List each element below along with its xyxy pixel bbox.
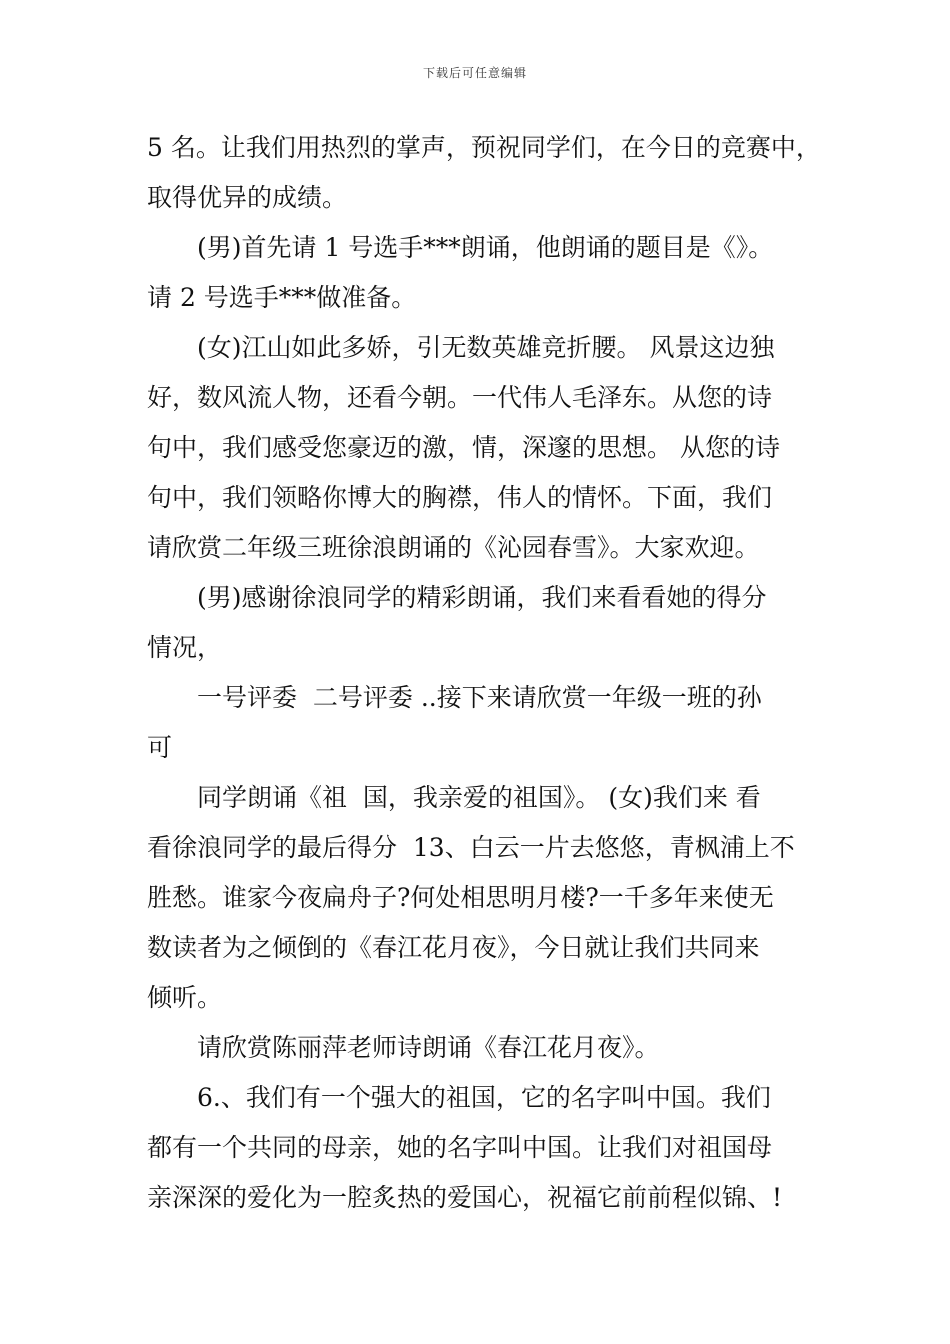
text-line: (男)首先请 1 号选手***朗诵，他朗诵的题目是《》。 <box>197 233 774 262</box>
text-line: 6.、我们有一个强大的祖国，它的名字叫中国。我们 <box>197 1083 771 1112</box>
text-line: 句中，我们感受您豪迈的激，情，深邃的思想。 从您的诗 <box>147 433 780 462</box>
text-line: (男)感谢徐浪同学的精彩朗诵，我们来看看她的得分 <box>197 583 767 612</box>
text-line: 取得优异的成绩。 <box>147 183 348 212</box>
text-line: 数读者为之倾倒的《春江花月夜》，今日就让我们共同来 <box>147 933 760 962</box>
text-line: 请 2 号选手***做准备。 <box>147 283 417 312</box>
text-line: 句中，我们领略你博大的胸襟，伟人的情怀。下面，我们 <box>147 483 773 512</box>
text-line: 都有一个共同的母亲，她的名字叫中国。让我们对祖国母 <box>147 1133 773 1162</box>
text-line: 请欣赏陈丽萍老师诗朗诵《春江花月夜》。 <box>197 1033 660 1062</box>
page-header: 下载后可任意编辑 <box>422 66 527 80</box>
text-line: 一号评委 二号评委 ..接下来请欣赏一年级一班的孙 <box>197 683 762 712</box>
text-line: 情况， <box>147 633 223 662</box>
text-line: 好，数风流人物，还看今朝。一代伟人毛泽东。从您的诗 <box>147 383 773 412</box>
text-line: 亲深深的爱化为一腔炙热的爱国心，祝福它前前程似锦、! <box>147 1183 783 1212</box>
text-line: 看徐浪同学的最后得分 13、白云一片去悠悠，青枫浦上不 <box>147 833 795 862</box>
text-line: 同学朗诵《祖 国，我亲爱的祖国》。 (女)我们来 看 <box>197 783 761 812</box>
text-line: 胜愁。谁家今夜扁舟子?何处相思明月楼?一千多年来使无 <box>147 883 774 912</box>
text-line: (女)江山如此多娇，引无数英雄竞折腰。 风景这边独 <box>197 333 775 362</box>
text-line: 请欣赏二年级三班徐浪朗诵的《沁园春雪》。大家欢迎。 <box>147 533 760 562</box>
text-line: 倾听。 <box>147 983 223 1012</box>
text-line: 5 名。让我们用热烈的掌声，预祝同学们，在今日的竞赛中， <box>147 133 821 162</box>
text-line: 可 <box>147 733 173 762</box>
